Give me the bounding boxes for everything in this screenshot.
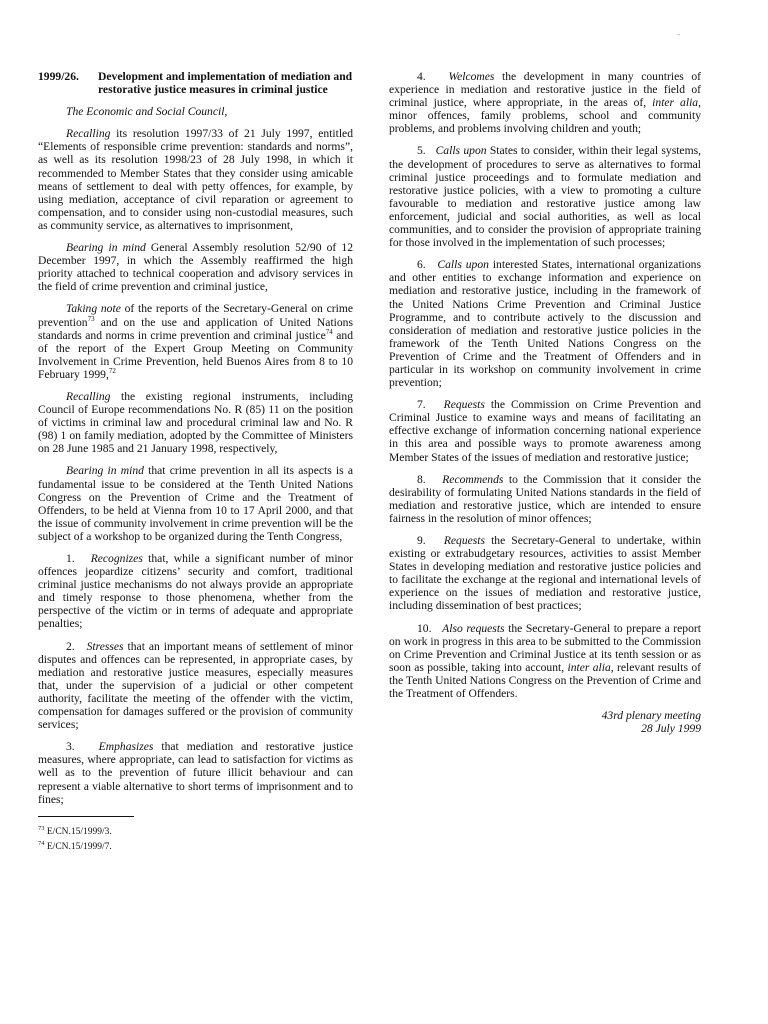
paragraph-text: the Secretary-General to undertake, within existing or extrabudgetary resources, activities to assist Member States in developing mediation and restorative justice policies and to facilitate the exchange at the regional and international levels of experience on the issues of mediation and restorative justice, including dissemination of best practices; <box>389 534 701 613</box>
paragraph-lead: Bearing in mind <box>66 464 144 478</box>
paragraph-text: that crime prevention in all its aspects is a fundamental issue to be considered at the Tenth United Nations Congress on the Prevention of Crime and the Treatment of Offenders, to be held at Vienna from 10 to 17 April 2000, and that the issue of community involvement in crime prevention will be the subject of a workshop to be organized during the Tenth Congress, <box>38 464 353 543</box>
paragraph-text: of the reports of the Secretary-General on crime prevention <box>38 302 353 329</box>
paragraph-text: and of the report of the Expert Group Meeting on Community Involvement in Crime Prevention, held Buenos Aires from 8 to 10 February 1999, <box>38 328 353 381</box>
right-column <box>389 70 701 735</box>
preamble-paragraph <box>38 241 353 293</box>
footnote-mark: 74 <box>38 839 45 847</box>
paragraph-text: the existing regional instruments, including Council of Europe recommendations No. R (85) 11 on the position of victims in criminal law and procedural criminal law and No. R (98) 1 on family mediation, adopted by the Committee of Ministers on 28 June 1985 and 21 January 1998, respectively, <box>38 389 353 456</box>
paragraph-text: , minor offences, family problems, school and community problems, and problems involving children and youth; <box>389 96 701 136</box>
operative-paragraph-1 <box>38 552 353 631</box>
footnote-73 <box>38 823 353 838</box>
paragraph-lead: Taking note <box>66 302 121 316</box>
operative-paragraph-8 <box>389 473 701 525</box>
footnote-reference[interactable]: 74 <box>325 327 333 336</box>
paragraph-number: 7. <box>417 398 426 412</box>
footnote-reference[interactable]: 73 <box>87 314 95 323</box>
paragraph-lead: Recalling <box>66 389 111 403</box>
paragraph-number: 4. <box>417 70 426 83</box>
preamble-paragraph <box>38 464 353 543</box>
paragraph-number: 5. <box>417 144 426 158</box>
meeting-signature <box>389 709 701 735</box>
paragraph-text: , relevant results of the Tenth United Nations Congress on the Prevention of Crime and the Treatment of Offenders. <box>389 660 701 701</box>
corner-mark: - <box>677 30 680 39</box>
council-line: The Economic and Social Council, <box>66 105 228 119</box>
preamble-paragraph <box>38 390 353 455</box>
paragraph-lead: Emphasizes <box>98 740 154 754</box>
operative-paragraph-4 <box>389 70 701 135</box>
meeting-date: 28 July 1999 <box>641 722 701 736</box>
paragraph-lead: Calls upon <box>435 144 487 158</box>
operative-paragraph-3 <box>38 740 353 805</box>
footnote-text: E/CN.15/1999/7. <box>44 842 112 852</box>
paragraph-lead: Bearing in mind <box>66 241 146 255</box>
paragraph-lead: Recalling <box>66 127 111 141</box>
operative-paragraph-2 <box>38 640 353 732</box>
paragraph-text: the Commission on Crime Prevention and Criminal Justice to examine ways and means of facilitating an effective exchange of information concerning national experience in this area and possible ways to promote awareness among Member States of the issues of mediation and restorative justice; <box>389 398 701 464</box>
footnote-text: E/CN.15/1999/3. <box>44 826 112 837</box>
operative-paragraph-7 <box>389 398 701 463</box>
operative-paragraph-6 <box>389 258 701 389</box>
paragraph-number: 2. <box>66 639 75 653</box>
paragraph-lead: Recommends <box>442 472 504 486</box>
resolution-heading <box>38 70 353 96</box>
preamble-paragraph <box>38 127 353 232</box>
paragraph-text: that an important means of settlement of minor disputes and offences can be represented, in appropriate cases, by mediation and restorative justice measures, especially measures that, under the supervision of a judicial or other competent authority, facilitate the meeting of the offender with the victim, compensation for damages suffered or the provision of community services; <box>38 639 354 732</box>
paragraph-lead: Calls upon <box>437 258 489 272</box>
paragraph-number: 10. <box>417 621 432 635</box>
operative-paragraph-9 <box>389 534 701 613</box>
paragraph-text: General Assembly resolution 52/90 of 12 December 1997, in which the Assembly reaffirmed the high priority attached to technical cooperation and advisory services in the field of crime prevention and criminal justice, <box>38 241 353 294</box>
paragraph-number: 3. <box>66 740 75 754</box>
paragraph-text: that mediation and restorative justice measures, where appropriate, can lead to satisfaction for victims as well as to the prevention of future illicit behaviour and can represent a viable alternative to short terms of imprisonment and to fines; <box>38 740 353 806</box>
paragraph-text: States to consider, within their legal systems, the development of procedures to serve as alternatives to formal criminal justice proceedings and to formulate mediation and restorative justice policies, with a view to promoting a culture favourable to mediation and restorative justice among law enforcement, judicial and social authorities, as well as local communities, and to consider the provision of appropriate training for those involved in the implementation of such processes; <box>389 144 702 250</box>
latin-phrase: inter alia <box>567 660 611 674</box>
paragraph-text: interested States, international organizations and other entities to exchange information and experience on mediation and restorative justice, including in the framework of the United Nations Crime Prevention and Criminal Justice Programme, and to contribute actively to the discussion and consideration of mediation and restorative justice policies in the framework of the Tenth United Nations Congress on the Prevention of Crime and the Treatment of Offenders and in particular in its workshop on community involvement in crime prevention; <box>389 258 701 390</box>
paragraph-text: its resolution 1997/33 of 21 July 1997, entitled “Elements of responsible crime prevention: standards and norms”, as well as its resolution 1998/23 of 28 July 1998, in which it recommended to Member States that they consider using amicable means of settlement to deal with petty offences, for example, by using mediation, acceptance of civil reparation or agreement to compensation, and to consider using non-custodial measures, such as community service, as alternatives to imprisonment, <box>38 127 353 232</box>
footnote-mark: 73 <box>38 824 45 832</box>
paragraph-text: that, while a significant number of minor offences jeopardize citizens’ security and comfort, traditional criminal justice mechanisms do not always provide an appropriate and timely response to those phenomena, whether from the perspective of the victim or in terms of adequate and appropriate penalties; <box>38 552 354 631</box>
resolution-title: Development and implementation of mediation and restorative justice measures in criminal justice <box>98 70 353 97</box>
footnote-divider <box>38 816 134 817</box>
paragraph-number: 6. <box>417 258 426 272</box>
paragraph-text: to the Commission that it consider the desirability of formulating United Nations standards in the field of mediation and restorative justice, which are intended to ensure fairness in the resolution of minor offences; <box>389 472 701 525</box>
paragraph-lead: Welcomes <box>448 70 495 83</box>
latin-phrase: inter alia <box>652 96 699 110</box>
paragraph-text: the Secretary-General to prepare a report on work in progress in this area to be submitted to the Commission on Crime Prevention and Criminal Justice at its tenth session or as soon as possible, taking into account, <box>389 621 701 674</box>
paragraph-number: 1. <box>66 552 75 565</box>
paragraph-lead: Also requests <box>442 621 505 635</box>
operative-paragraph-5 <box>389 144 701 249</box>
paragraph-lead: Stresses <box>86 639 124 653</box>
paragraph-lead: Requests <box>443 398 485 412</box>
paragraph-lead: Requests <box>443 534 486 547</box>
footnote-74 <box>38 838 353 853</box>
paragraph-number: 8. <box>417 472 426 486</box>
resolution-number: 1999/26. <box>38 70 79 83</box>
paragraph-text: and on the use and application of United Nations standards and norms in crime prevention and criminal justice <box>38 315 353 342</box>
preamble-paragraph <box>38 302 353 381</box>
paragraph-lead: Recognizes <box>90 552 143 565</box>
footnote-reference[interactable]: 72 <box>108 367 116 376</box>
paragraph-text: the development in many countries of experience in mediation and restorative justice in the field of criminal justice, where appropriate, in the areas of, <box>389 70 701 110</box>
paragraph-number: 9. <box>417 534 426 547</box>
meeting-label: 43rd plenary meeting <box>601 709 701 723</box>
operative-paragraph-10 <box>389 622 701 701</box>
left-column <box>38 70 353 853</box>
